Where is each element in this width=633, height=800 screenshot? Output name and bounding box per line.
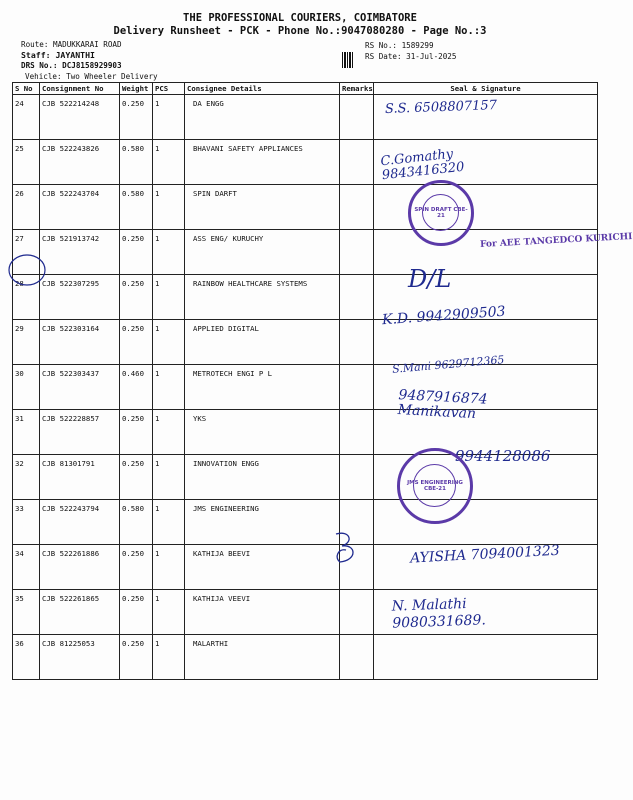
cell-weight: 0.250 [120, 635, 153, 680]
cell-consignment: CJB 522228857 [40, 410, 120, 455]
cell-weight: 0.250 [120, 320, 153, 365]
cell-remarks [340, 275, 374, 320]
cell-pcs: 1 [153, 185, 185, 230]
cell-weight: 0.250 [120, 545, 153, 590]
cell-consignee: DA ENGG [185, 95, 340, 140]
cell-weight: 0.580 [120, 500, 153, 545]
cell-sno: 35 [13, 590, 40, 635]
cell-consignment: CJB 522261865 [40, 590, 120, 635]
cell-consignment: CJB 522307295 [40, 275, 120, 320]
signature-row-24: S.S. 6508807157 [384, 98, 498, 117]
cell-weight: 0.250 [120, 590, 153, 635]
stamp-jms-text: JMS ENGINEERING CBE-21 [407, 480, 463, 492]
route-label: Route: MADUKKARAI ROAD [21, 40, 122, 49]
stamp-jms-engineering [397, 448, 473, 524]
cell-seal [374, 185, 598, 230]
table-row [13, 95, 598, 140]
cell-sno: 30 [13, 365, 40, 410]
signature-row-28: D/L [408, 265, 452, 293]
cell-sno: 32 [13, 455, 40, 500]
cell-consignee: SPIN DARFT [185, 185, 340, 230]
cell-consignee: RAINBOW HEALTHCARE SYSTEMS [185, 275, 340, 320]
cell-weight: 0.580 [120, 185, 153, 230]
cell-remarks [340, 365, 374, 410]
table-header-row [13, 83, 598, 95]
cell-consignee: JMS ENGINEERING [185, 500, 340, 545]
cell-consignee: KATHIJA VEEVI [185, 590, 340, 635]
cell-consignee: METROTECH ENGI P L [185, 365, 340, 410]
cell-weight: 0.250 [120, 410, 153, 455]
cell-sno: 31 [13, 410, 40, 455]
cell-consignment: CJB 522303437 [40, 365, 120, 410]
cell-remarks [340, 590, 374, 635]
table-row [13, 320, 598, 365]
cell-sno: 34 [13, 545, 40, 590]
cell-consignee: MALARTHI [185, 635, 340, 680]
cell-remarks [340, 455, 374, 500]
cell-remarks [340, 185, 374, 230]
runsheet-table [12, 82, 598, 680]
cell-sno: 33 [13, 500, 40, 545]
col-consignee: Consignee Details [185, 83, 340, 95]
signature-row-35: AYISHA 7094001323 [409, 542, 561, 567]
cell-pcs: 1 [153, 365, 185, 410]
cell-pcs: 1 [153, 275, 185, 320]
cell-pcs: 1 [153, 635, 185, 680]
cell-consignee: BHAVANI SAFETY APPLIANCES [185, 140, 340, 185]
cell-pcs: 1 [153, 410, 185, 455]
cell-remarks [340, 95, 374, 140]
table-row [13, 635, 598, 680]
cell-weight: 0.250 [120, 455, 153, 500]
scribble-mark-row-35 [330, 528, 364, 568]
rs-number: RS No.: 1589299 [365, 41, 434, 50]
staff-label: Staff: JAYANTHI [21, 50, 95, 60]
cell-pcs: 1 [153, 140, 185, 185]
cell-pcs: 1 [153, 590, 185, 635]
cell-consignee: INNOVATION ENGG [185, 455, 340, 500]
table-row [13, 185, 598, 230]
signature-row-36: N. Malathi 9080331689. [391, 596, 487, 632]
signature-row-30: S.Mani 9629712365 [391, 353, 505, 376]
cell-consignment: CJB 522214248 [40, 95, 120, 140]
barcode-mark [342, 52, 354, 68]
cell-consignee: KATHIJA BEEVI [185, 545, 340, 590]
runsheet-subtitle: Delivery Runsheet - PCK - Phone No.:9047080280 - Page No.:3 [113, 25, 487, 37]
cell-consignment: CJB 81301791 [40, 455, 120, 500]
signature-row-25: C.Gomathy 9843416320 [379, 146, 466, 184]
cell-consignment: CJB 521913742 [40, 230, 120, 275]
col-remarks: Remarks [340, 83, 374, 95]
cell-consignment: CJB 522243704 [40, 185, 120, 230]
table-row [13, 230, 598, 275]
cell-consignee: YKS [185, 410, 340, 455]
circle-mark-row-28 [6, 252, 48, 288]
cell-sno: 24 [13, 95, 40, 140]
signature-row-32: 9944128086 [455, 447, 551, 465]
cell-weight: 0.250 [120, 230, 153, 275]
stamp-spin-draft-text: SPIN DRAFT CBE-21 [414, 207, 468, 219]
table-row [13, 275, 598, 320]
cell-seal [374, 635, 598, 680]
col-sno: S No [13, 83, 40, 95]
cell-sno: 26 [13, 185, 40, 230]
signature-row-29: K.D. 9942909503 [381, 303, 507, 329]
cell-consignee: ASS ENG/ KURUCHY [185, 230, 340, 275]
cell-pcs: 1 [153, 230, 185, 275]
cell-consignment: CJB 522243794 [40, 500, 120, 545]
cell-sno: 25 [13, 140, 40, 185]
cell-pcs: 1 [153, 500, 185, 545]
vehicle-label: Vehicle: Two Wheeler Delivery [25, 72, 158, 81]
cell-weight: 0.250 [120, 275, 153, 320]
cell-pcs: 1 [153, 320, 185, 365]
cell-remarks [340, 230, 374, 275]
cell-consignment: CJB 522261886 [40, 545, 120, 590]
cell-weight: 0.460 [120, 365, 153, 410]
cell-consignee: APPLIED DIGITAL [185, 320, 340, 365]
cell-pcs: 1 [153, 95, 185, 140]
rs-date: RS Date: 31-Jul-2025 [365, 52, 457, 61]
cell-remarks [340, 140, 374, 185]
cell-pcs: 1 [153, 455, 185, 500]
cell-consignment: CJB 81225053 [40, 635, 120, 680]
drs-label: DRS No.: DCJ8158929903 [21, 61, 122, 70]
company-title: THE PROFESSIONAL COURIERS, COIMBATORE [183, 12, 417, 24]
col-seal: Seal & Signature [374, 83, 598, 95]
col-pcs: PCS [153, 83, 185, 95]
col-weight: Weight [120, 83, 153, 95]
cell-sno: 28 [13, 275, 40, 320]
cell-weight: 0.250 [120, 95, 153, 140]
cell-sno: 29 [13, 320, 40, 365]
cell-sno: 36 [13, 635, 40, 680]
signature-row-31: 9487916874 Manikavan [397, 387, 488, 423]
cell-remarks [340, 320, 374, 365]
cell-consignment: CJB 522243826 [40, 140, 120, 185]
cell-remarks [340, 635, 374, 680]
cell-consignment: CJB 522303164 [40, 320, 120, 365]
cell-remarks [340, 410, 374, 455]
cell-weight: 0.580 [120, 140, 153, 185]
cell-pcs: 1 [153, 545, 185, 590]
stamp-spin-draft [408, 180, 474, 246]
cell-sno: 27 [13, 230, 40, 275]
table-row [13, 500, 598, 545]
signature-row-27: For AEE TANGEDCO KURICHI [479, 232, 633, 250]
col-consignment: Consignment No [40, 83, 120, 95]
